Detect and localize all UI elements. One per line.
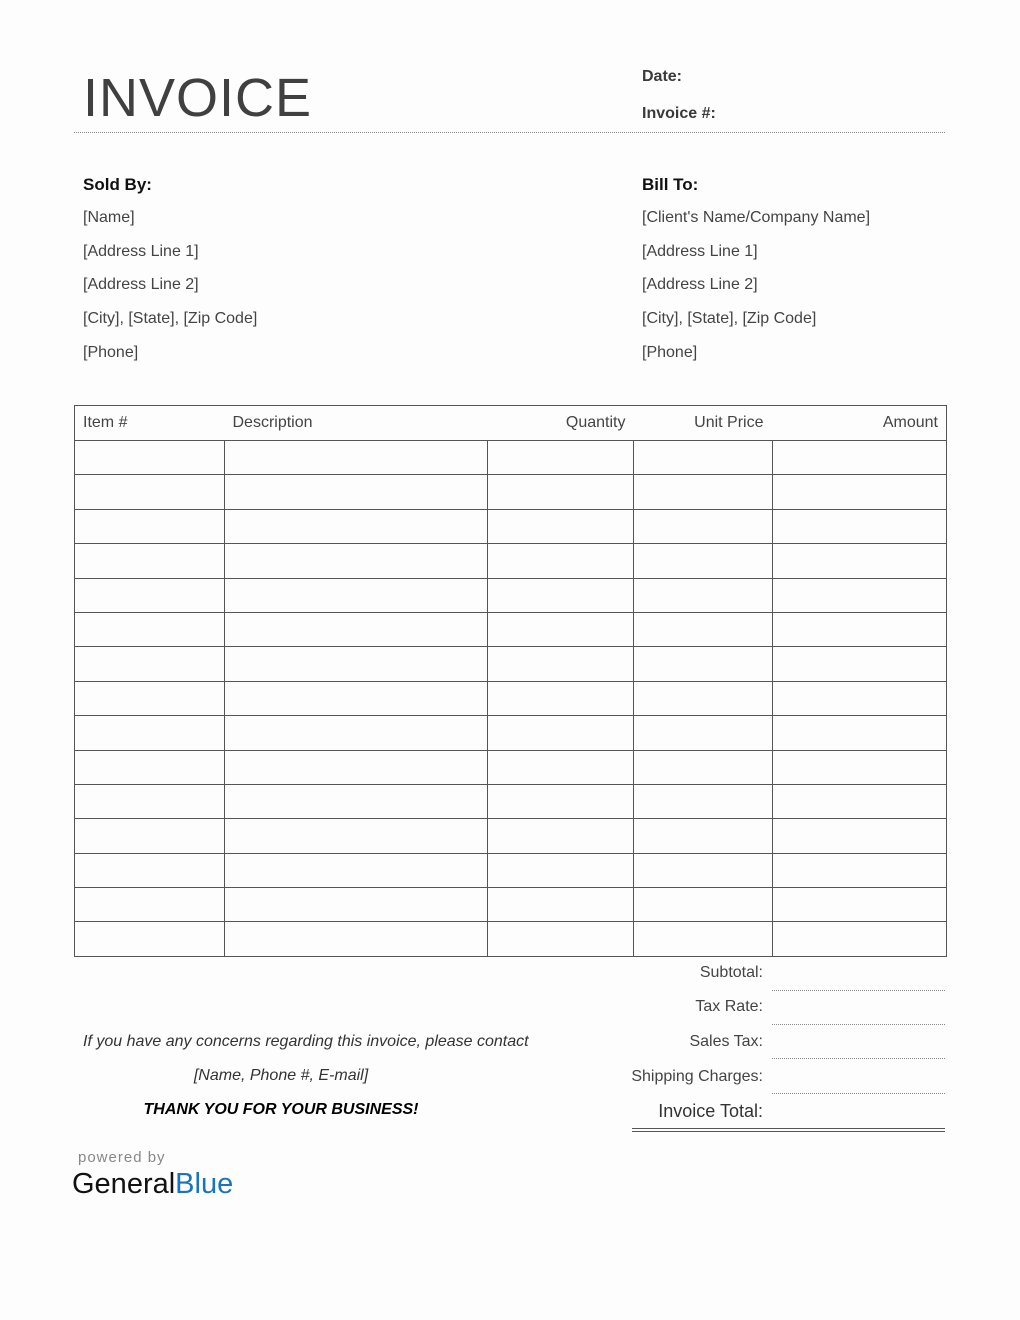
amount-cell[interactable]: [773, 578, 947, 612]
description-cell[interactable]: [225, 750, 488, 784]
table-row: [75, 544, 947, 578]
contact-note: If you have any concerns regarding this invoice, please contact: [83, 1033, 529, 1050]
quantity-cell[interactable]: [488, 784, 634, 818]
invoice-total-label: Invoice Total:: [658, 1101, 763, 1121]
amount-cell[interactable]: [773, 819, 947, 853]
quantity-cell[interactable]: [488, 750, 634, 784]
description-cell[interactable]: [225, 509, 488, 543]
quantity-cell[interactable]: [488, 475, 634, 509]
item-cell[interactable]: [75, 819, 225, 853]
unit-price-cell[interactable]: [634, 819, 773, 853]
table-row: [75, 819, 947, 853]
item-cell[interactable]: [75, 784, 225, 818]
generalblue-logo[interactable]: [72, 1166, 233, 1202]
description-cell[interactable]: [225, 819, 488, 853]
unit-price-cell[interactable]: [634, 441, 773, 475]
unit-price-cell[interactable]: [634, 784, 773, 818]
date-label: Date:: [642, 68, 683, 85]
table-row: [75, 441, 947, 475]
amount-cell[interactable]: [773, 888, 947, 922]
amount-cell[interactable]: [773, 647, 947, 681]
unit-price-cell[interactable]: [634, 750, 773, 784]
description-cell[interactable]: [225, 441, 488, 475]
bill-to-address-2[interactable]: [Address Line 2]: [642, 276, 758, 293]
amount-cell[interactable]: [773, 750, 947, 784]
item-cell[interactable]: [75, 647, 225, 681]
unit-price-cell[interactable]: [634, 509, 773, 543]
item-cell[interactable]: [75, 888, 225, 922]
unit-price-cell[interactable]: [634, 853, 773, 887]
item-cell[interactable]: [75, 578, 225, 612]
unit-price-cell[interactable]: [634, 544, 773, 578]
unit-price-cell[interactable]: [634, 475, 773, 509]
item-cell[interactable]: [75, 750, 225, 784]
amount-cell[interactable]: [773, 612, 947, 646]
header-divider: [74, 132, 945, 133]
sales-tax-field[interactable]: [772, 1058, 945, 1059]
description-cell[interactable]: [225, 784, 488, 818]
contact-placeholder[interactable]: [Name, Phone #, E-mail]: [193, 1067, 369, 1084]
quantity-cell[interactable]: [488, 544, 634, 578]
table-row: [75, 681, 947, 715]
shipping-charges-label: Shipping Charges:: [631, 1068, 763, 1085]
table-row: [75, 475, 947, 509]
amount-cell[interactable]: [773, 509, 947, 543]
amount-cell[interactable]: [773, 853, 947, 887]
description-cell[interactable]: [225, 475, 488, 509]
powered-by-label: powered by: [78, 1149, 166, 1166]
item-cell[interactable]: [75, 612, 225, 646]
unit-price-cell[interactable]: [634, 681, 773, 715]
description-cell[interactable]: [225, 647, 488, 681]
item-cell[interactable]: [75, 441, 225, 475]
sales-tax-label: Sales Tax:: [689, 1033, 763, 1050]
sold-by-address-1[interactable]: [Address Line 1]: [83, 243, 199, 260]
unit-price-cell[interactable]: [634, 578, 773, 612]
description-cell[interactable]: [225, 681, 488, 715]
item-cell[interactable]: [75, 716, 225, 750]
line-items-table: [74, 405, 947, 957]
quantity-cell[interactable]: [488, 819, 634, 853]
sold-by-heading: Sold By:: [83, 175, 152, 194]
item-cell[interactable]: [75, 544, 225, 578]
table-row: [75, 750, 947, 784]
column-header-quantity: Quantity: [488, 406, 634, 441]
invoice-title: INVOICE: [83, 68, 313, 128]
sold-by-address-2[interactable]: [Address Line 2]: [83, 276, 199, 293]
quantity-cell[interactable]: [488, 578, 634, 612]
bill-to-address-1[interactable]: [Address Line 1]: [642, 243, 758, 260]
brand-blue: Blue: [175, 1168, 234, 1200]
amount-cell[interactable]: [773, 716, 947, 750]
sold-by-name[interactable]: [Name]: [83, 209, 135, 226]
unit-price-cell[interactable]: [634, 888, 773, 922]
quantity-cell[interactable]: [488, 647, 634, 681]
description-cell[interactable]: [225, 716, 488, 750]
table-row: [75, 612, 947, 646]
item-cell[interactable]: [75, 922, 225, 956]
column-header-amount: Amount: [773, 406, 947, 441]
amount-cell[interactable]: [773, 681, 947, 715]
item-cell[interactable]: [75, 475, 225, 509]
column-header-unit-price: Unit Price: [634, 406, 773, 441]
description-cell[interactable]: [225, 578, 488, 612]
description-cell[interactable]: [225, 544, 488, 578]
quantity-cell[interactable]: [488, 441, 634, 475]
unit-price-cell[interactable]: [634, 647, 773, 681]
column-header-description: Description: [225, 406, 488, 441]
unit-price-cell[interactable]: [634, 716, 773, 750]
amount-cell[interactable]: [773, 544, 947, 578]
brand-general: General: [72, 1168, 176, 1200]
item-cell[interactable]: [75, 853, 225, 887]
quantity-cell[interactable]: [488, 716, 634, 750]
unit-price-cell[interactable]: [634, 612, 773, 646]
quantity-cell[interactable]: [488, 853, 634, 887]
description-cell[interactable]: [225, 922, 488, 956]
thank-you-message: THANK YOU FOR YOUR BUSINESS!: [143, 1101, 419, 1118]
amount-cell[interactable]: [773, 441, 947, 475]
tax-rate-label: Tax Rate:: [695, 998, 763, 1015]
item-cell[interactable]: [75, 681, 225, 715]
description-cell[interactable]: [225, 888, 488, 922]
item-cell[interactable]: [75, 509, 225, 543]
table-row: [75, 509, 947, 543]
table-row: [75, 922, 947, 956]
amount-cell[interactable]: [773, 784, 947, 818]
table-row: [75, 647, 947, 681]
quantity-cell[interactable]: [488, 612, 634, 646]
invoice-total-field[interactable]: [632, 1128, 945, 1132]
amount-cell[interactable]: [773, 475, 947, 509]
subtotal-field[interactable]: [772, 990, 945, 991]
quantity-cell[interactable]: [488, 922, 634, 956]
sold-by-phone[interactable]: [Phone]: [83, 344, 139, 361]
shipping-charges-field[interactable]: [772, 1093, 945, 1094]
table-row: [75, 853, 947, 887]
description-cell[interactable]: [225, 612, 488, 646]
subtotal-label: Subtotal:: [699, 964, 763, 981]
amount-cell[interactable]: [773, 922, 947, 956]
bill-to-phone[interactable]: [Phone]: [642, 344, 698, 361]
quantity-cell[interactable]: [488, 681, 634, 715]
bill-to-city-state-zip[interactable]: [City], [State], [Zip Code]: [642, 310, 817, 327]
bill-to-heading: Bill To:: [642, 175, 699, 194]
quantity-cell[interactable]: [488, 509, 634, 543]
table-row: [75, 784, 947, 818]
table-row: [75, 716, 947, 750]
table-header-row: [75, 406, 947, 441]
unit-price-cell[interactable]: [634, 922, 773, 956]
invoice-number-label: Invoice #:: [642, 105, 716, 122]
table-row: [75, 578, 947, 612]
column-header-item: Item #: [75, 406, 225, 441]
quantity-cell[interactable]: [488, 888, 634, 922]
description-cell[interactable]: [225, 853, 488, 887]
tax-rate-field[interactable]: [772, 1024, 945, 1025]
table-row: [75, 888, 947, 922]
sold-by-city-state-zip[interactable]: [City], [State], [Zip Code]: [83, 310, 258, 327]
bill-to-name[interactable]: [Client's Name/Company Name]: [642, 209, 871, 226]
